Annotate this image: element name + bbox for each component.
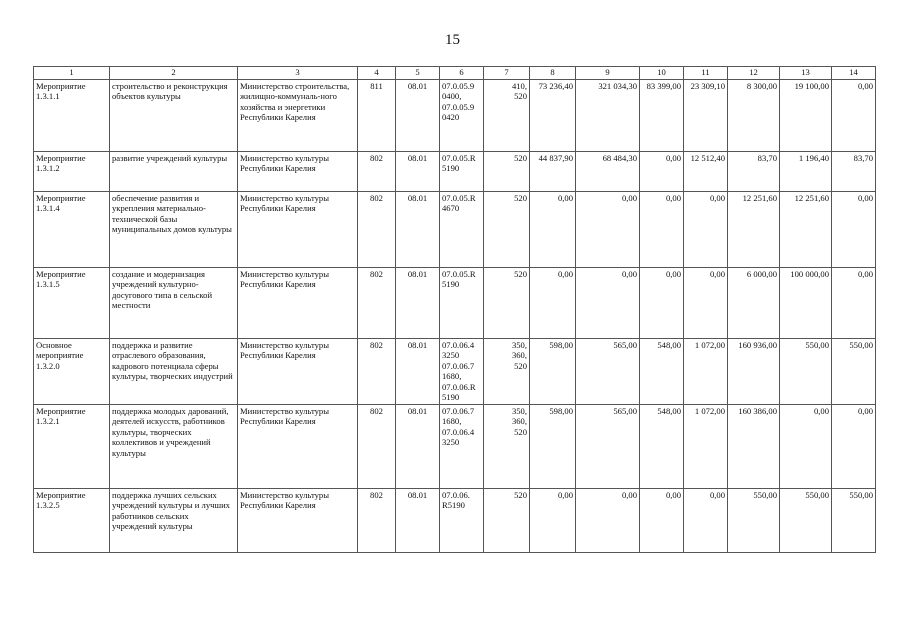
ministry-code: 802 [358, 339, 396, 405]
amount-cell: 0,00 [640, 489, 684, 553]
amount-cell: 160 936,00 [728, 339, 780, 405]
amount-cell: 0,00 [530, 268, 576, 339]
expense-type-code: 350, 360, 520 [484, 405, 530, 489]
amount-cell: 0,00 [684, 268, 728, 339]
amount-cell: 1 196,40 [780, 152, 832, 192]
measure-id: Мероприятие 1.3.2.5 [34, 489, 110, 553]
ministry-code: 802 [358, 489, 396, 553]
amount-cell: 565,00 [576, 405, 640, 489]
responsible-ministry: Министерство культуры Республики Карелия [238, 339, 358, 405]
section-code: 08.01 [396, 489, 440, 553]
amount-cell: 550,00 [728, 489, 780, 553]
column-number-row [34, 67, 876, 80]
page-number: 15 [445, 32, 460, 48]
measure-description: поддержка молодых дарований, деятелей искусств, работников культуры, творческих коллективов и учреждений культуры [110, 405, 238, 489]
measure-id: Основное мероприятие 1.3.2.0 [34, 339, 110, 405]
column-number: 4 [358, 67, 396, 80]
ministry-code: 802 [358, 405, 396, 489]
amount-cell: 548,00 [640, 339, 684, 405]
amount-cell: 321 034,30 [576, 80, 640, 152]
amount-cell: 44 837,90 [530, 152, 576, 192]
section-code: 08.01 [396, 339, 440, 405]
amount-cell: 0,00 [640, 268, 684, 339]
measure-id: Мероприятие 1.3.1.5 [34, 268, 110, 339]
column-number: 7 [484, 67, 530, 80]
responsible-ministry: Министерство строительства, жилищно-коммуналь-ного хозяйства и энергетики Республики Карелия [238, 80, 358, 152]
table-row [34, 80, 876, 152]
amount-cell: 12 251,60 [728, 192, 780, 268]
amount-cell: 23 309,10 [684, 80, 728, 152]
amount-cell: 0,00 [530, 192, 576, 268]
amount-cell: 0,00 [576, 489, 640, 553]
table-row [34, 152, 876, 192]
expense-type-code: 520 [484, 489, 530, 553]
column-number: 10 [640, 67, 684, 80]
column-number: 5 [396, 67, 440, 80]
amount-cell: 0,00 [780, 405, 832, 489]
target-item-code: 07.0.05.R 5190 [440, 152, 484, 192]
column-number: 11 [684, 67, 728, 80]
responsible-ministry: Министерство культуры Республики Карелия [238, 268, 358, 339]
target-item-code: 07.0.05.9 0400, 07.0.05.9 0420 [440, 80, 484, 152]
expense-type-code: 520 [484, 268, 530, 339]
ministry-code: 811 [358, 80, 396, 152]
section-code: 08.01 [396, 405, 440, 489]
column-number: 6 [440, 67, 484, 80]
measure-id: Мероприятие 1.3.1.1 [34, 80, 110, 152]
amount-cell: 0,00 [640, 152, 684, 192]
target-item-code: 07.0.05.R 4670 [440, 192, 484, 268]
amount-cell: 0,00 [832, 192, 876, 268]
ministry-code: 802 [358, 192, 396, 268]
amount-cell: 100 000,00 [780, 268, 832, 339]
amount-cell: 19 100,00 [780, 80, 832, 152]
column-number: 13 [780, 67, 832, 80]
amount-cell: 160 386,00 [728, 405, 780, 489]
section-code: 08.01 [396, 152, 440, 192]
amount-cell: 1 072,00 [684, 339, 728, 405]
amount-cell: 6 000,00 [728, 268, 780, 339]
column-number: 9 [576, 67, 640, 80]
column-number: 8 [530, 67, 576, 80]
amount-cell: 548,00 [640, 405, 684, 489]
expense-type-code: 350, 360, 520 [484, 339, 530, 405]
amount-cell: 0,00 [530, 489, 576, 553]
measure-description: создание и модернизация учреждений культурно-досугового типа в сельской местности [110, 268, 238, 339]
table-row [34, 405, 876, 489]
measure-id: Мероприятие 1.3.1.2 [34, 152, 110, 192]
measure-description: обеспечение развития и укрепления материально-технической базы муниципальных домов культуры [110, 192, 238, 268]
amount-cell: 550,00 [780, 339, 832, 405]
target-item-code: 07.0.06.7 1680, 07.0.06.4 3250 [440, 405, 484, 489]
measure-description: строительство и реконструкция объектов культуры [110, 80, 238, 152]
responsible-ministry: Министерство культуры Республики Карелия [238, 192, 358, 268]
column-number: 2 [110, 67, 238, 80]
amount-cell: 0,00 [832, 405, 876, 489]
section-code: 08.01 [396, 80, 440, 152]
amount-cell: 1 072,00 [684, 405, 728, 489]
section-code: 08.01 [396, 268, 440, 339]
column-number: 14 [832, 67, 876, 80]
section-code: 08.01 [396, 192, 440, 268]
amount-cell: 0,00 [640, 192, 684, 268]
budget-table [33, 66, 876, 553]
amount-cell: 8 300,00 [728, 80, 780, 152]
target-item-code: 07.0.06.4 3250 07.0.06.7 1680, 07.0.06.R 5190 [440, 339, 484, 405]
expense-type-code: 520 [484, 192, 530, 268]
table-row [34, 268, 876, 339]
column-number: 1 [34, 67, 110, 80]
responsible-ministry: Министерство культуры Республики Карелия [238, 152, 358, 192]
measure-description: поддержка лучших сельских учреждений культуры и лучших работников сельских учреждений культуры [110, 489, 238, 553]
amount-cell: 12 251,60 [780, 192, 832, 268]
measure-id: Мероприятие 1.3.1.4 [34, 192, 110, 268]
amount-cell: 83,70 [728, 152, 780, 192]
amount-cell: 0,00 [684, 192, 728, 268]
table-row [34, 339, 876, 405]
amount-cell: 0,00 [576, 268, 640, 339]
amount-cell: 83,70 [832, 152, 876, 192]
amount-cell: 550,00 [780, 489, 832, 553]
amount-cell: 12 512,40 [684, 152, 728, 192]
amount-cell: 68 484,30 [576, 152, 640, 192]
amount-cell: 73 236,40 [530, 80, 576, 152]
amount-cell: 598,00 [530, 405, 576, 489]
table-row [34, 489, 876, 553]
ministry-code: 802 [358, 268, 396, 339]
amount-cell: 598,00 [530, 339, 576, 405]
responsible-ministry: Министерство культуры Республики Карелия [238, 405, 358, 489]
target-item-code: 07.0.06. R5190 [440, 489, 484, 553]
ministry-code: 802 [358, 152, 396, 192]
amount-cell: 550,00 [832, 339, 876, 405]
amount-cell: 0,00 [832, 80, 876, 152]
column-number: 12 [728, 67, 780, 80]
measure-description: развитие учреждений культуры [110, 152, 238, 192]
responsible-ministry: Министерство культуры Республики Карелия [238, 489, 358, 553]
column-number: 3 [238, 67, 358, 80]
amount-cell: 550,00 [832, 489, 876, 553]
table-row [34, 192, 876, 268]
target-item-code: 07.0.05.R 5190 [440, 268, 484, 339]
amount-cell: 0,00 [684, 489, 728, 553]
measure-id: Мероприятие 1.3.2.1 [34, 405, 110, 489]
amount-cell: 0,00 [832, 268, 876, 339]
expense-type-code: 520 [484, 152, 530, 192]
expense-type-code: 410, 520 [484, 80, 530, 152]
amount-cell: 565,00 [576, 339, 640, 405]
measure-description: поддержка и развитие отраслевого образования, кадрового потенциала сферы культуры, творческих индустрий [110, 339, 238, 405]
amount-cell: 0,00 [576, 192, 640, 268]
amount-cell: 83 399,00 [640, 80, 684, 152]
